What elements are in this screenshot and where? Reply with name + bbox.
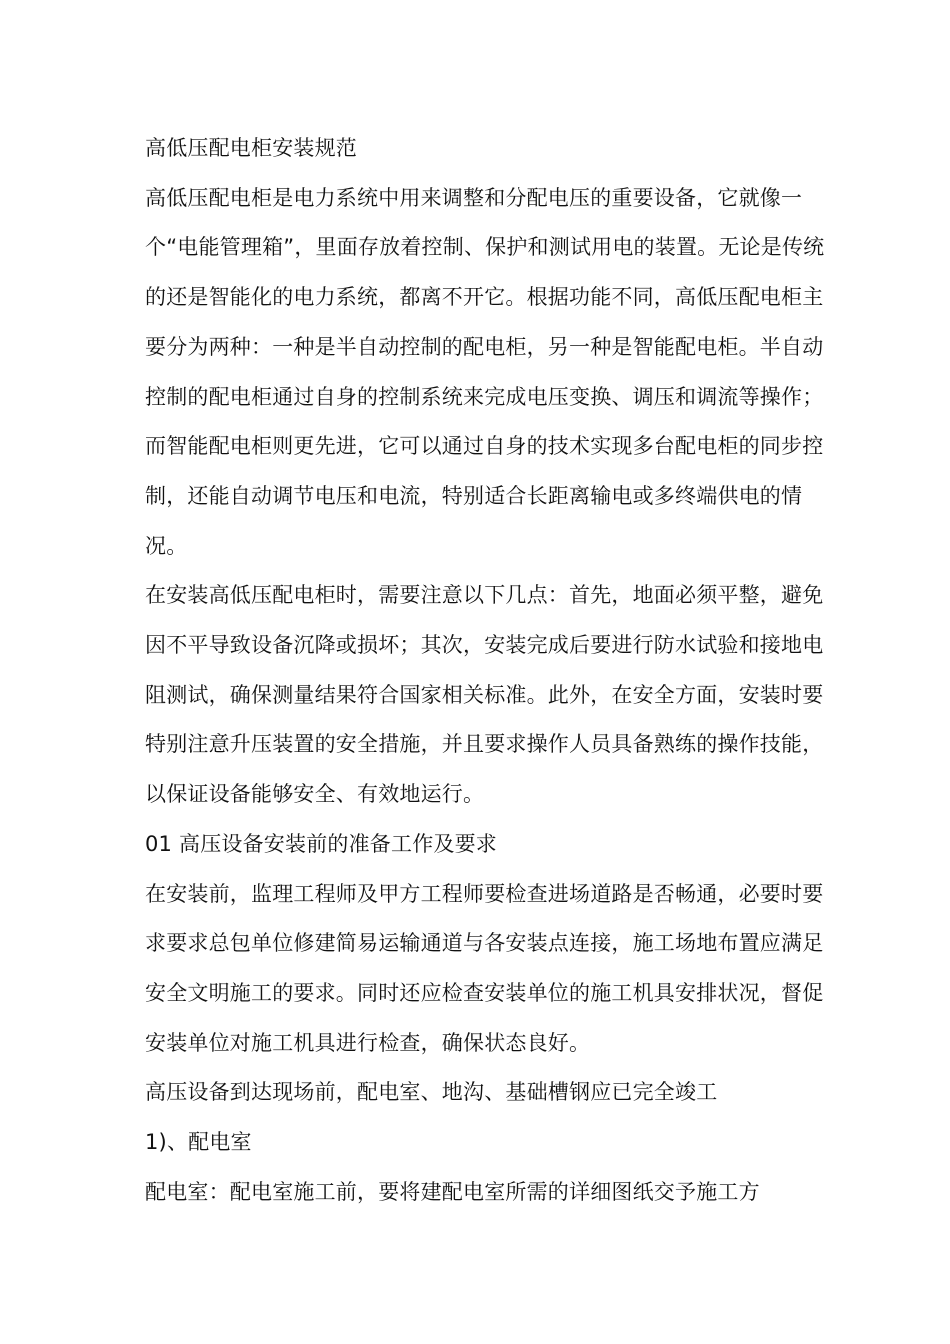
subheading-distribution-room: 1)、配电室 [145,1130,252,1155]
paragraph-distribution-room: 配电室：配电室施工前，要将建配电室所需的详细图纸交予施工方 [145,1179,760,1204]
paragraph-preparation: 在安装前，监理工程师及甲方工程师要检查进场道路是否畅通，必要时要求要求总包单位修建简易运输通道与各安装点连接，施工场地布置应满足安全文明施工的要求。同时还应检查安装单位的施工机具安排状况，督促安装单位对施工机具进行检查，确保状态良好。 [145,881,824,1055]
paragraph-intro: 高低压配电柜是电力系统中用来调整和分配电压的重要设备，它就像一个“电能管理箱”，里面存放着控制、保护和测试用电的装置。无论是传统的还是智能化的电力系统，都离不开它。根据功能不同，高低压配电柜主要分为两种：一种是半自动控制的配电柜，另一种是智能配电柜。半自动控制的配电柜通过自身的控制系统来完成电压变换、调压和调流等操作；而智能配电柜则更先进，它可以通过自身的技术实现多台配电柜的同步控制，还能自动调节电压和电流，特别适合长距离输电或多终端供电的情况。 [145,185,825,558]
document-title: 高低压配电柜安装规范 [145,136,357,160]
paragraph-installation-notes: 在安装高低压配电柜时，需要注意以下几点：首先，地面必须平整，避免因不平导致设备沉降或损坏；其次，安装完成后要进行防水试验和接地电阻测试，确保测量结果符合国家相关标准。此外，在安全方面，安装时要特别注意升压装置的安全措施，并且要求操作人员具备熟练的操作技能，以保证设备能够安全、有效地运行。 [145,583,824,807]
paragraph-equipment-arrival: 高压设备到达现场前，配电室、地沟、基础槽钢应已完全竣工 [145,1080,718,1105]
document-body [145,124,835,1217]
section-heading: 01 高压设备安装前的准备工作及要求 [145,831,497,856]
